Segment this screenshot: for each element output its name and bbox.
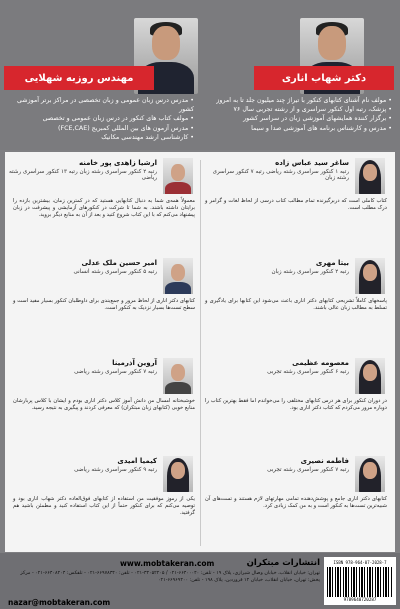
author-bullet: • مولف کتاب های کنکور در درس زبان عمومی و تخصصی bbox=[4, 114, 194, 123]
author-bullets bbox=[208, 96, 392, 133]
student-name: کیمیا امیدی bbox=[117, 457, 157, 465]
testimonial-card bbox=[201, 452, 391, 530]
author-card-shahlaei bbox=[4, 18, 194, 146]
author-bullet: • مدرس آزمون های بین المللی کمبریج (FCE,CAE) bbox=[4, 124, 194, 133]
student-quote: در دوران کنکور برای هر درس کتابهای مختلفی را می‌خواندم اما فقط بهترین کتاب را دوباره مرور می‌کردم که کتاب دکتر اناری بود. bbox=[205, 398, 387, 411]
testimonial-card bbox=[201, 354, 391, 432]
publisher-address: تهران: خیابان انقلاب، خیابان وصال شیرازی، پلاک ۱۹ - تلفن: ۶۶۴۰۰۰۴۰-۰۲۱ / ۳۴۰۵۲۲۰۵-۰۲۱ - تلفن: ۶۶۹۷۸۳۴۰-۰۲۱ - تلفکس: ۶۶۴۰۸۲۰۴-۰۲۱ - مرکز پخش: تهران، خیابان انقلاب، خیابان ۱۲ فروردین، پلاک ۱۹۸ - تلفن: ۶۶۹۶۹۴۰۰-۰۲۱ bbox=[20, 571, 320, 583]
author-name: دکتر شهاب اناری bbox=[254, 66, 394, 90]
footer bbox=[0, 553, 400, 609]
student-rank: رتبه ۲ کنکور سراسری رشته زبان bbox=[271, 269, 349, 275]
student-quote: کتاب کاملی است که دربرگیرنده تمام مطالب کتاب درسی از لحاظ لغات و گرامر و درک مطلب است. bbox=[205, 198, 387, 211]
student-quote: خوشبختانه امسال من دانش آموز کلاس دکتر اناری بودم و ایشان با کلاس پربارشان منابع خوبی (کتابهای زبان مبتکران) که معرفی کردند و پیگیری به نتیجه رسید. bbox=[13, 398, 195, 411]
testimonial-card bbox=[9, 354, 199, 432]
student-rank: رتبه ۷ کنکور سراسری رشته تجربی bbox=[267, 467, 349, 473]
student-name: معصومه عظیمی bbox=[292, 359, 349, 367]
student-rank: رتبه ۷ کنکور سراسری رشته ریاضی bbox=[74, 369, 157, 375]
author-card-anari bbox=[204, 18, 394, 146]
author-bullet: • مدرس درس زبان عمومی و زبان تخصصی در مراکز برتر آموزشی کشور bbox=[4, 96, 194, 114]
student-rank: رتبه ۱ کنکور سراسری رشته ریاضی رتبه ۷ کنکور سراسری رشته زبان bbox=[212, 169, 349, 181]
student-quote: کتابهای دکتر اناری جامع و پوشش‌دهنده تمامی مهارتهای لازم هستند و تست‌های آن شبیه‌ترین تست‌ها به کنکور است و به من کمک زیادی کرد. bbox=[205, 496, 387, 509]
student-name: ساغر سید عباس زاده bbox=[275, 159, 349, 167]
student-photo bbox=[355, 258, 385, 294]
student-quote: یکی از رموز موفقیت من استفاده از کتابهای فوق‌العاده دکتر شهاب اناری بود و توصیه می‌کنم که برای کنکور حتماً از این کتاب استفاده کنید و مطمئن باشید هم گرفتید. bbox=[13, 496, 195, 516]
student-rank: رتبه ۲ کنکور سراسری رشته زبان رتبه ۱۳ کنکور سراسری رشته ریاضی bbox=[9, 169, 157, 181]
student-name: آروین آذرمینا bbox=[112, 359, 157, 367]
author-name: مهندس روزبه شهلایی bbox=[4, 66, 154, 90]
student-photo bbox=[355, 358, 385, 394]
barcode-number: 9789640720287 bbox=[343, 597, 377, 602]
student-photo bbox=[355, 456, 385, 492]
student-rank: رتبه ۹ کنکور سراسری رشته ریاضی bbox=[74, 467, 157, 473]
student-photo bbox=[355, 158, 385, 194]
student-name: فاطمه نصیری bbox=[300, 457, 349, 465]
student-photo bbox=[163, 258, 193, 294]
testimonial-card bbox=[9, 452, 199, 530]
testimonial-card bbox=[9, 154, 199, 232]
authors-section bbox=[0, 0, 400, 150]
author-bullets bbox=[4, 96, 194, 142]
isbn-label: ISBN 978-964-07-2028-7 bbox=[333, 560, 387, 565]
author-bullet: • مدرس و کارشناس برنامه های آموزشی صدا و سیما bbox=[208, 124, 392, 133]
testimonial-card bbox=[9, 254, 199, 332]
publisher-name: انتشارات مبتکران bbox=[246, 558, 320, 568]
website-link[interactable]: www.mobtakeran.com bbox=[120, 559, 215, 568]
barcode-bars bbox=[327, 567, 393, 597]
student-name: امیر حسین ملک عدلی bbox=[81, 259, 157, 267]
student-name: ارشیا زاهدی پور خامنه bbox=[78, 159, 157, 167]
student-photo bbox=[163, 358, 193, 394]
testimonial-card bbox=[201, 254, 391, 332]
student-quote: پاسخهای کاملاً تشریحی کتابهای دکتر اناری باعث می‌شود این کتابها برای یادگیری و تسلط به مطالب زبان عالی باشند. bbox=[205, 298, 387, 311]
testimonials-panel bbox=[5, 152, 395, 552]
isbn-barcode bbox=[324, 557, 396, 605]
author-bullet: • پزشک، رتبه اول کنکور سراسری و از رشته تجربی سال ۷۶ bbox=[208, 105, 392, 114]
email-link[interactable]: nazar@mobtakeran.com bbox=[8, 598, 111, 607]
testimonial-card bbox=[201, 154, 391, 232]
author-bullet: • کارشناسی ارشد مهندسی مکانیک bbox=[4, 133, 194, 142]
author-bullet: • برگزار کننده همایشهای آموزشی زبان در سراسر کشور bbox=[208, 114, 392, 123]
student-photo bbox=[163, 158, 193, 194]
student-quote: کتابهای دکتر اناری از لحاظ مرور و جمع‌بندی برای داوطلبان کنکور بسیار مفید است و سطح تست‌ها بسیار نزدیک به کنکور است. bbox=[13, 298, 195, 311]
student-quote: معمولاً همه‌ی شما به دنبال کتابهایی هستید که در کمترین زمان، بیشترین بازده را برایتان داشته باشند. به شما تا شرکت در کنکورهای آزمایشی و پیشرفت در زبان پیشنهاد می‌کنم که با این کتاب شروع کنید و بعد از آن به منابع دیگر بروید. bbox=[13, 198, 195, 218]
student-rank: رتبه ۶ کنکور سراسری رشته تجربی bbox=[267, 369, 349, 375]
student-name: بیتا مهری bbox=[315, 259, 349, 267]
student-rank: رتبه ۵ کنکور سراسری رشته انسانی bbox=[73, 269, 157, 275]
author-bullet: • مولف نام آشنای کتابهای کنکور با تیراژ چند میلیون جلد تا به امروز bbox=[208, 96, 392, 105]
student-photo bbox=[163, 456, 193, 492]
